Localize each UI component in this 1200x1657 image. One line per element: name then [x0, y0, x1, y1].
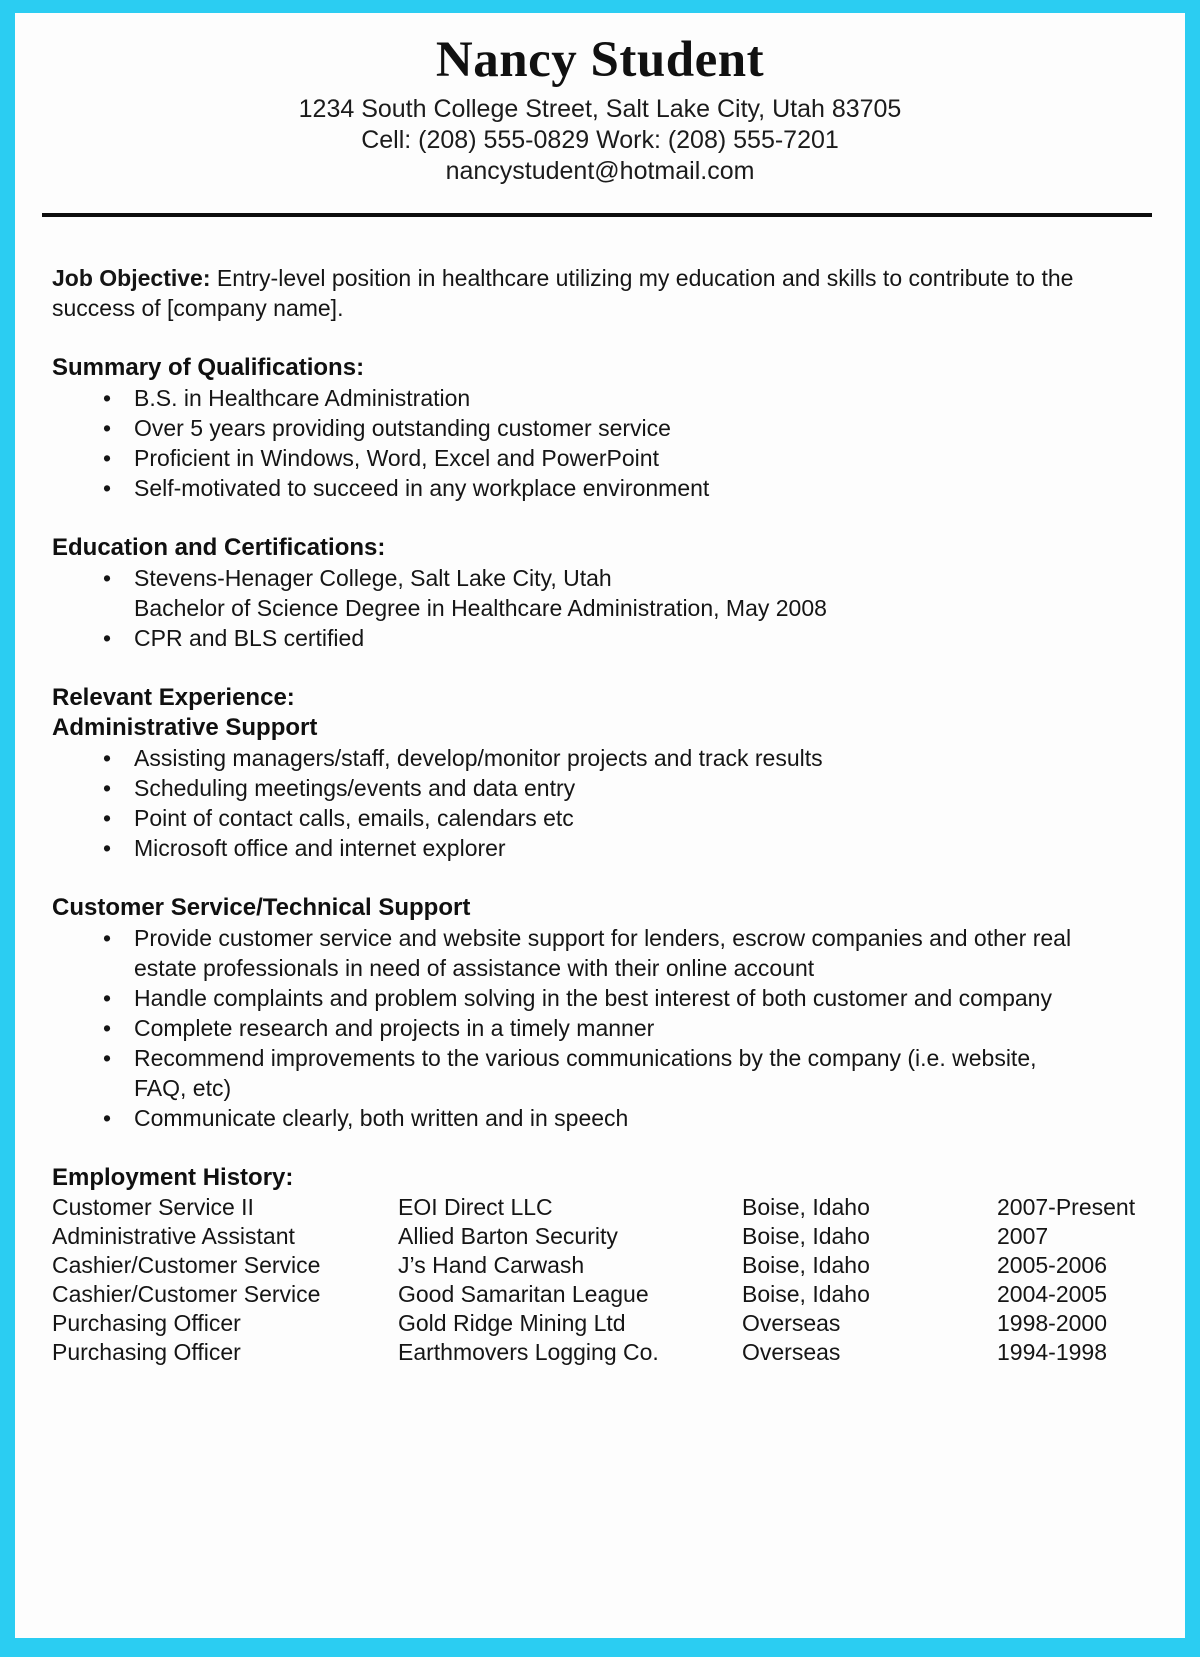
list-item-text: Recommend improvements to the various communications by the company (i.e. website, FAQ, etc) — [134, 1045, 1037, 1101]
list-item-text: Handle complaints and problem solving in the best interest of both customer and company — [134, 985, 1052, 1011]
bullet-icon: • — [103, 565, 112, 591]
list-item — [94, 803, 1137, 833]
employment-dates: 2007-Present — [997, 1194, 1136, 1220]
list-item — [94, 623, 1137, 653]
list-item-text: Assisting managers/staff, develop/monitor projects and track results — [134, 745, 823, 771]
employment-job-title: Administrative Assistant — [52, 1223, 295, 1249]
employment-location: Boise, Idaho — [742, 1223, 870, 1249]
employment-table — [52, 1193, 1137, 1367]
list-item — [94, 1013, 1137, 1043]
list-item-text: Self-motivated to succeed in any workplace environment — [134, 475, 710, 501]
employment-dates: 2004-2005 — [997, 1281, 1107, 1307]
list-item-continuation: Bachelor of Science Degree in Healthcare Administration, May 2008 — [134, 595, 827, 621]
employment-dates: 1994-1998 — [997, 1339, 1107, 1365]
list-item-text: Scheduling meetings/events and data entry — [134, 775, 576, 801]
employment-location: Overseas — [742, 1339, 841, 1365]
employment-company: Allied Barton Security — [398, 1223, 618, 1249]
section-employment — [52, 1163, 1137, 1367]
list-item-text: Over 5 years providing outstanding customer service — [134, 415, 671, 441]
section-customer-service — [52, 893, 1137, 1133]
bullet-icon: • — [103, 625, 112, 651]
section-summary — [52, 353, 1137, 503]
employment-company: Earthmovers Logging Co. — [398, 1339, 659, 1365]
employment-location: Boise, Idaho — [742, 1252, 870, 1278]
list-item — [94, 1043, 1137, 1103]
summary-heading: Summary of Qualifications: — [52, 354, 365, 381]
employment-company: Good Samaritan League — [398, 1281, 649, 1307]
list-item — [94, 1103, 1137, 1133]
employment-heading: Employment History: — [52, 1164, 294, 1191]
list-item — [94, 443, 1137, 473]
list-item-text: Complete research and projects in a timely manner — [134, 1015, 655, 1041]
list-item-text: Stevens-Henager College, Salt Lake City, Utah — [134, 565, 612, 591]
list-item-text: Proficient in Windows, Word, Excel and PowerPoint — [134, 445, 659, 471]
bullet-icon: • — [103, 1015, 112, 1041]
list-item — [94, 743, 1137, 773]
experience-subsection-title: Customer Service/Technical Support — [52, 894, 471, 921]
bullet-icon: • — [103, 745, 112, 771]
employment-company: Gold Ridge Mining Ltd — [398, 1310, 626, 1336]
job-objective-label: Job Objective: — [52, 265, 211, 291]
employment-dates: 2007 — [997, 1223, 1049, 1249]
job-objective-text: Entry-level position in healthcare utilizing my education and skills to contribute to the success of [company name]. — [52, 265, 1074, 321]
employment-job-title: Purchasing Officer — [52, 1339, 241, 1365]
section-education — [52, 533, 1137, 653]
employment-location: Boise, Idaho — [742, 1281, 870, 1307]
list-item-text: CPR and BLS certified — [134, 625, 365, 651]
bullet-icon: • — [103, 385, 112, 411]
education-heading: Education and Certifications: — [52, 534, 386, 561]
job-objective — [52, 263, 1108, 323]
bullet-icon: • — [103, 985, 112, 1011]
bullet-icon: • — [103, 1045, 112, 1071]
employment-job-title: Customer Service II — [52, 1194, 254, 1220]
list-item — [94, 833, 1137, 863]
list-item — [94, 923, 1137, 983]
experience-subsection-title: Administrative Support — [52, 714, 318, 741]
employment-company: EOI Direct LLC — [398, 1194, 553, 1220]
list-item-text: B.S. in Healthcare Administration — [134, 385, 471, 411]
list-item-text: Microsoft office and internet explorer — [134, 835, 506, 861]
email-line: nancystudent@hotmail.com — [445, 157, 755, 185]
bullet-icon: • — [103, 415, 112, 441]
address-line: 1234 South College Street, Salt Lake City, Utah 83705 — [298, 95, 902, 123]
contact-block — [15, 94, 1185, 187]
list-item — [94, 983, 1137, 1013]
resume-header — [15, 34, 1185, 187]
bullet-icon: • — [103, 445, 112, 471]
list-item-text: Communicate clearly, both written and in speech — [134, 1105, 629, 1131]
resume-body — [15, 217, 1185, 1367]
person-name: Nancy Student — [435, 32, 765, 88]
employment-job-title: Cashier/Customer Service — [52, 1281, 321, 1307]
bullet-icon: • — [103, 925, 112, 951]
bullet-icon: • — [103, 805, 112, 831]
bullet-icon: • — [103, 1105, 112, 1131]
phone-line: Cell: (208) 555-0829 Work: (208) 555-7201 — [361, 126, 839, 154]
list-item — [94, 473, 1137, 503]
experience-heading: Relevant Experience: — [52, 684, 295, 711]
employment-location: Overseas — [742, 1310, 841, 1336]
employment-job-title: Cashier/Customer Service — [52, 1252, 321, 1278]
employment-location: Boise, Idaho — [742, 1194, 870, 1220]
list-item — [94, 383, 1137, 413]
employment-dates: 1998-2000 — [997, 1310, 1107, 1336]
employment-dates: 2005-2006 — [997, 1252, 1107, 1278]
bullet-icon: • — [103, 775, 112, 801]
list-item — [94, 773, 1137, 803]
employment-company: J’s Hand Carwash — [398, 1252, 585, 1278]
list-item — [94, 563, 1137, 593]
bullet-icon: • — [103, 835, 112, 861]
section-experience — [52, 683, 1137, 863]
bullet-icon: • — [103, 475, 112, 501]
list-item-text: Point of contact calls, emails, calendars etc — [134, 805, 574, 831]
list-item-text: Provide customer service and website support for lenders, escrow companies and other real estate professionals in need of assistance with their online account — [134, 925, 1072, 981]
employment-job-title: Purchasing Officer — [52, 1310, 241, 1336]
list-item — [94, 413, 1137, 443]
